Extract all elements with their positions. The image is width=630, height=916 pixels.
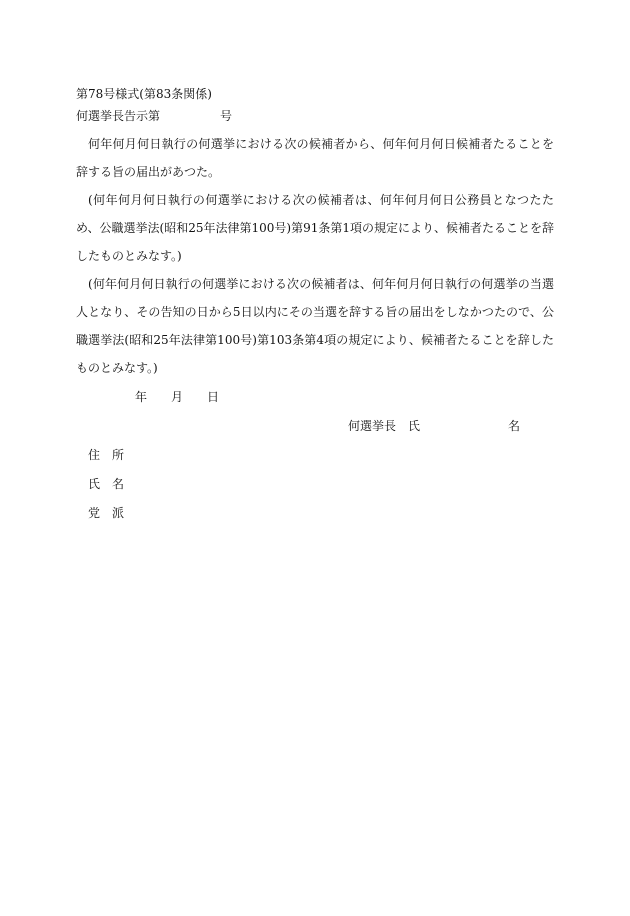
- signature-name-second: 名: [508, 419, 521, 433]
- paragraph-public-servant: (何年何月何日執行の何選挙における次の候補者は、何年何月何日公務員となつたため、公職選挙法(昭和25年法律第100号)第91条第1項の規定により、候補者たることを辞したものとみなす。): [76, 193, 554, 263]
- field-name: [88, 478, 124, 490]
- field-address: [88, 449, 124, 461]
- notice-number-line: [76, 110, 232, 122]
- date-line: [135, 391, 219, 403]
- signature-line: [348, 420, 520, 432]
- notice-prefix: 何選挙長告示第: [76, 109, 161, 123]
- date-month: 月: [171, 390, 184, 404]
- field-party: [88, 507, 124, 519]
- field-party-char-1: 党: [88, 506, 101, 520]
- field-name-char-1: 氏: [88, 477, 101, 491]
- field-address-char-1: 住: [88, 448, 101, 462]
- form-number: 第78号様式(第83条関係): [76, 87, 212, 101]
- notice-suffix: 号: [220, 109, 233, 123]
- paragraph-withdrawal-notice: 何年何月何日執行の何選挙における次の候補者から、何年何月何日候補者たることを辞する旨の届出があつた。: [76, 137, 554, 179]
- signature-title: 何選挙長: [348, 419, 397, 433]
- signature-name-first: 氏: [408, 419, 421, 433]
- date-day: 日: [207, 390, 220, 404]
- paragraph-elected: (何年何月何日執行の何選挙における次の候補者は、何年何月何日執行の何選挙の当選人となり、その告知の日から5日以内にその当選を辞する旨の届出をしなかつたので、公職選挙法(昭和25年法律第100号)第103条第4項の規定により、候補者たることを辞したものとみなす。): [76, 277, 554, 375]
- field-party-char-2: 派: [112, 506, 125, 520]
- field-address-char-2: 所: [112, 448, 125, 462]
- field-name-char-2: 名: [112, 477, 125, 491]
- date-year: 年: [135, 390, 148, 404]
